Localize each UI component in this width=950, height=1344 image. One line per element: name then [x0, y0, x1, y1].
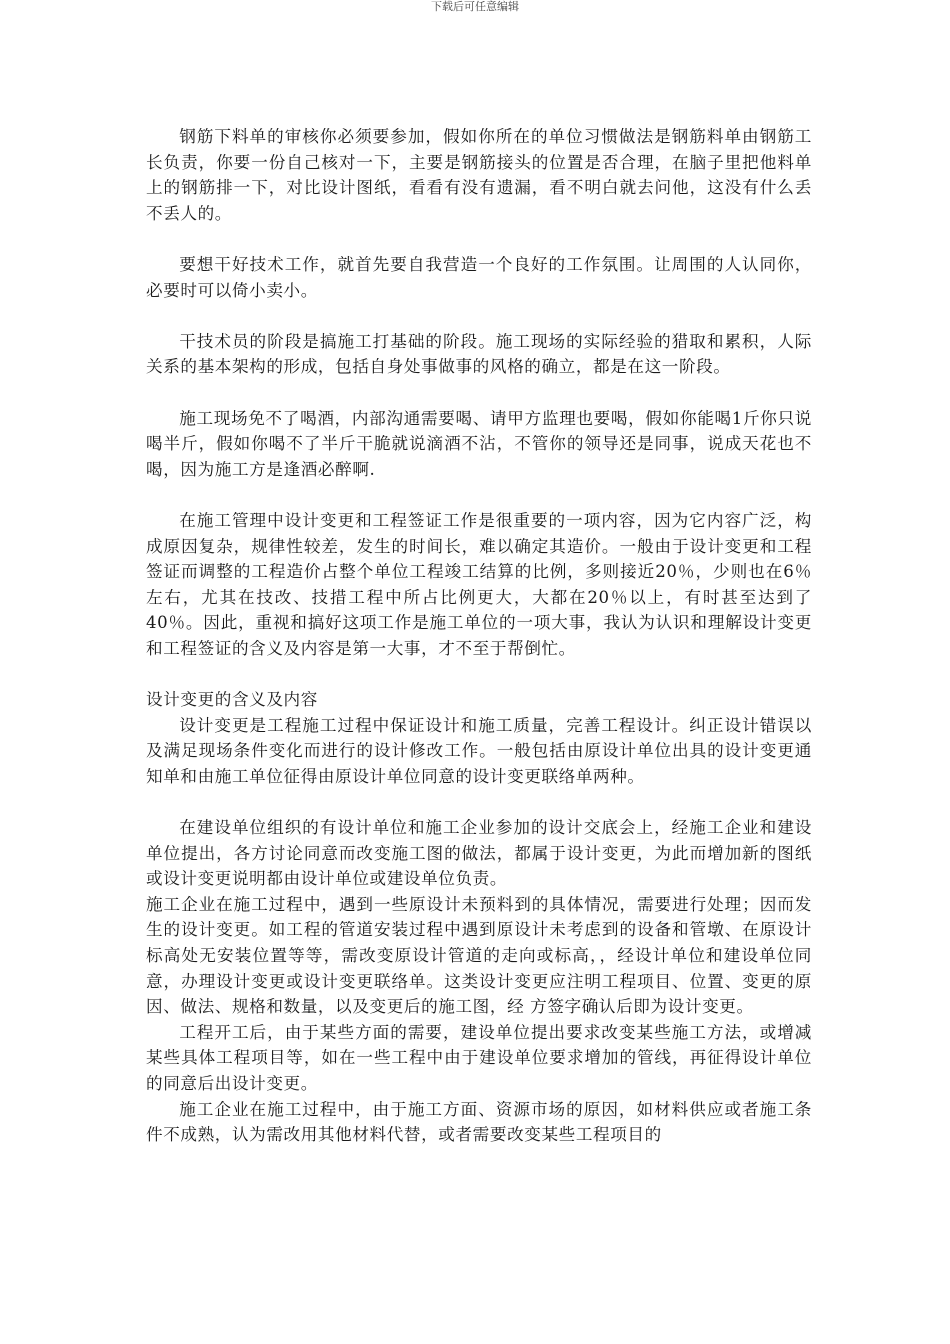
- section-heading-design-change: 设计变更的含义及内容: [146, 690, 318, 710]
- document-body: [146, 124, 812, 1148]
- paragraph-construction-unforeseen: 施工企业在施工过程中，遇到一些原设计未预料到的具体情况，需要进行处理；因而发生的设计变更。如工程的管道安装过程中遇到原设计未考虑到的设备和管墩、在原设计标高处无安装位置等等，需改变原设计管道的走向或标高，，经设计单位和建设单位同意，办理设计变更或设计变更联络单。这类设计变更应注明工程项目、位置、变更的原因、做法、规格和数量，以及变更后的施工图，经 方签字确认后即为设计变更。: [146, 894, 812, 1017]
- paragraph-design-change-definition: 设计变更是工程施工过程中保证设计和施工质量，完善工程设计。纠正设计错误以及满足现场条件变化而进行的设计修改工作。一般包括由原设计单位出具的设计变更通知单和由施工单位征得由原设计单位同意的设计变更联络单两种。: [146, 715, 812, 786]
- paragraph-owner-request: 工程开工后，由于某些方面的需要，建设单位提出要求改变某些施工方法，或增减某些具体工程项目等，如在一些工程中由于建设单位要求增加的管线，再征得设计单位的同意后出设计变更。: [146, 1022, 812, 1093]
- paragraph-material-substitution: 施工企业在施工过程中，由于施工方面、资源市场的原因，如材料供应或者施工条件不成熟，认为需改用其他材料代替，或者需要改变某些工程项目的: [146, 1099, 812, 1145]
- paragraph-drinking: 施工现场免不了喝酒，内部沟通需要喝、请甲方监理也要喝，假如你能喝1斤你只说喝半斤，假如你喝不了半斤干脆就说滴酒不沾，不管你的领导还是同事，说成天花也不喝，因为施工方是逢酒必醉啊.: [146, 408, 812, 479]
- page-header: 下载后可任意编辑: [431, 0, 519, 13]
- paragraph-work-atmosphere: 要想干好技术工作，就首先要自我营造一个良好的工作氛围。让周围的人认同你，必要时可以倚小卖小。: [146, 254, 812, 300]
- paragraph-technician-stage: 干技术员的阶段是搞施工打基础的阶段。施工现场的实际经验的猎取和累积，人际关系的基本架构的形成，包括自身处事做事的风格的确立，都是在这一阶段。: [146, 331, 812, 377]
- paragraph-design-change-importance: 在施工管理中设计变更和工程签证工作是很重要的一项内容，因为它内容广泛，构成原因复杂，规律性较差，发生的时间长，难以确定其造价。一般由于设计变更和工程签证而调整的工程造价占整个单位工程竣工结算的比例，多则接近20％，少则也在6％左右，尤其在技改、技措工程中所占比例更大，大都在20％以上，有时甚至达到了40％。因此，重视和搞好这项工作是施工单位的一项大事，我认为认识和理解设计变更和工程签证的含义及内容是第一大事，才不至于帮倒忙。: [146, 510, 812, 658]
- paragraph-rebar-cutting-list: 钢筋下料单的审核你必须要参加，假如你所在的单位习惯做法是钢筋料单由钢筋工长负责，你要一份自己核对一下，主要是钢筋接头的位置是否合理，在脑子里把他料单上的钢筋排一下，对比设计图纸，看看有没有遗漏，看不明白就去问他，这没有什么丢不丢人的。: [146, 127, 812, 223]
- paragraph-design-disclosure-meeting: 在建设单位组织的有设计单位和施工企业参加的设计交底会上，经施工企业和建设单位提出，各方讨论同意而改变施工图的做法，都属于设计变更，为此而增加新的图纸或设计变更说明都由设计单位或建设单位负责。: [146, 818, 812, 889]
